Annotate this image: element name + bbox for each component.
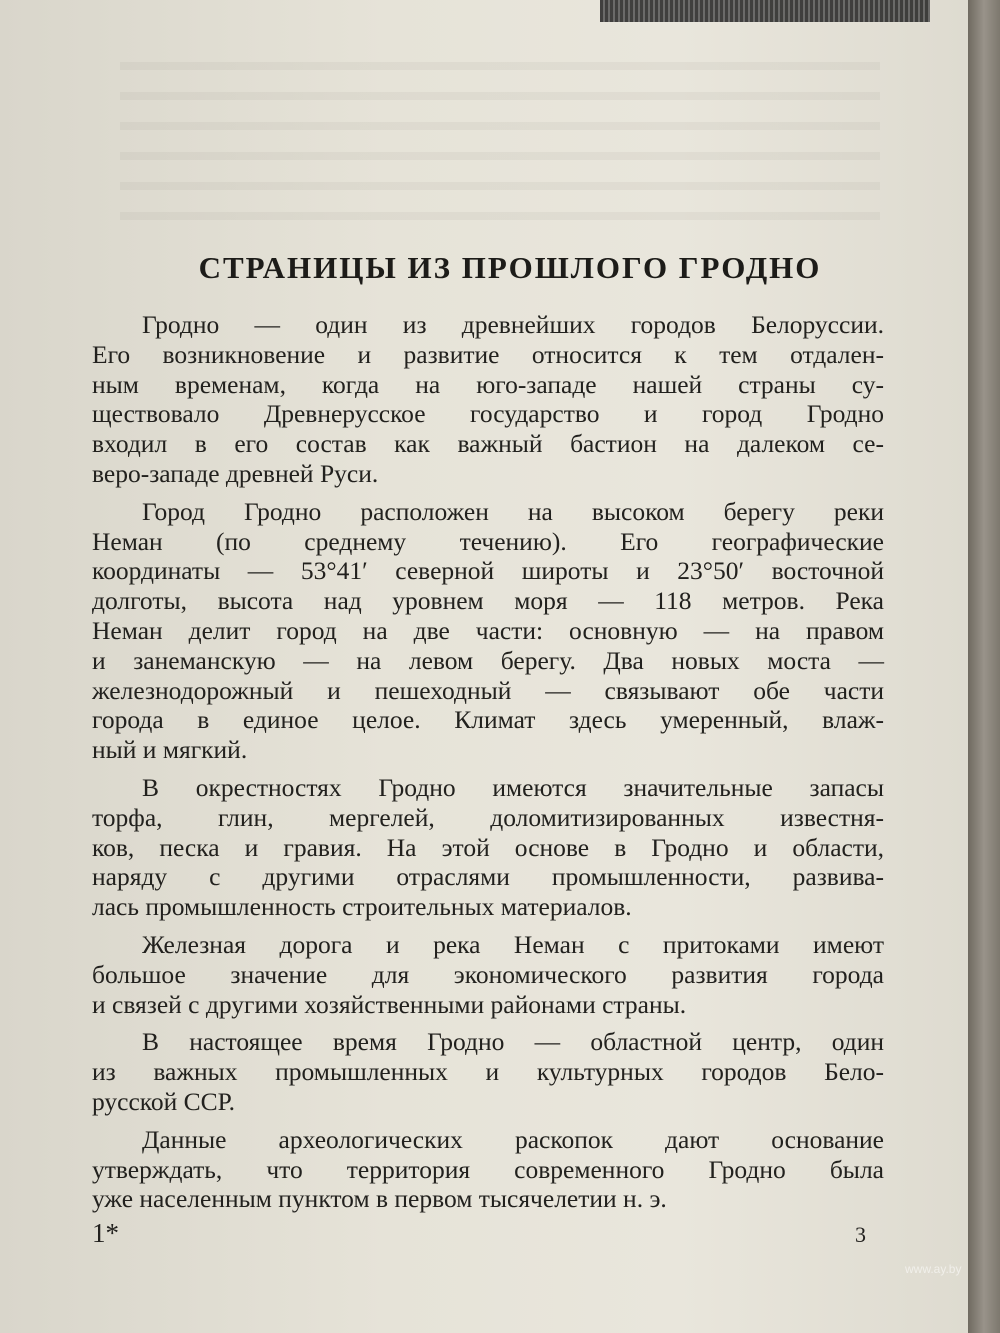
text-line: утверждать, что территория современного Гродно была [92, 1154, 884, 1184]
text-line: веро-западе древней Руси. [92, 458, 379, 488]
text-line: Его возникновение и развитие относится к тем отдален- [92, 339, 884, 369]
body-text [92, 310, 884, 1222]
text-line: долготы, высота над уровнем моря — 118 метров. Река [92, 586, 884, 616]
signature-mark: 1* [92, 1218, 119, 1248]
text-line: уже населенным пунктом в первом тысячелетии н. э. [92, 1184, 667, 1214]
text-line: и связей с другими хозяйственными районами страны. [92, 989, 687, 1019]
bleed-through-text [120, 40, 880, 240]
text-line: города в единое целое. Климат здесь умеренный, влаж- [92, 705, 884, 735]
text-line: входил в его состав как важный бастион на далеком се- [92, 429, 884, 459]
text-line: из важных промышленных и культурных городов Бело- [92, 1057, 884, 1087]
paragraph [92, 773, 884, 922]
text-line: Железная дорога и река Неман с притоками имеют [142, 929, 884, 959]
watermark: www.ay.by [905, 1262, 962, 1276]
text-line: ществовало Древнерусское государство и город Гродно [92, 399, 884, 429]
text-line: железнодорожный и пешеходный — связывают обе части [92, 675, 884, 705]
text-line: В настоящее время Гродно — областной центр, один [142, 1027, 884, 1057]
top-decoration [600, 0, 930, 22]
text-line: ков, песка и гравия. На этой основе в Гродно и области, [92, 832, 884, 862]
text-line: Данные археологических раскопок дают основание [142, 1124, 884, 1154]
text-line: русской ССР. [92, 1086, 236, 1116]
page-number: 3 [855, 1222, 866, 1247]
paragraph [92, 1027, 884, 1116]
text-line: Неман делит город на две части: основную — на правом [92, 615, 884, 645]
paragraph [92, 930, 884, 1019]
text-line: ный и мягкий. [92, 735, 248, 765]
chapter-title: СТРАНИЦЫ ИЗ ПРОШЛОГО ГРОДНО [198, 250, 822, 285]
text-line: В окрестностях Гродно имеются значительные запасы [142, 772, 884, 802]
paragraph [92, 1125, 884, 1214]
text-line: наряду с другими отраслями промышленности, развива- [92, 862, 884, 892]
text-line: Неман (по среднему течению). Его географические [92, 526, 884, 556]
text-line: большое значение для экономического развития города [92, 959, 884, 989]
text-line: лась промышленность строительных материалов. [92, 892, 632, 922]
text-line: координаты — 53°41′ северной широты и 23°50′ восточной [92, 556, 884, 586]
text-line: торфа, глин, мергелей, доломитизированных известня- [92, 802, 884, 832]
page-edge [968, 0, 1000, 1333]
paragraph [92, 497, 884, 765]
text-line: Город Гродно расположен на высоком берегу реки [142, 496, 884, 526]
text-line: и занеманскую — на левом берегу. Два новых моста — [92, 645, 884, 675]
paragraph [92, 310, 884, 489]
text-line: Гродно — один из древнейших городов Белоруссии. [142, 310, 884, 339]
text-line: ным временам, когда на юго-западе нашей страны су- [92, 369, 884, 399]
